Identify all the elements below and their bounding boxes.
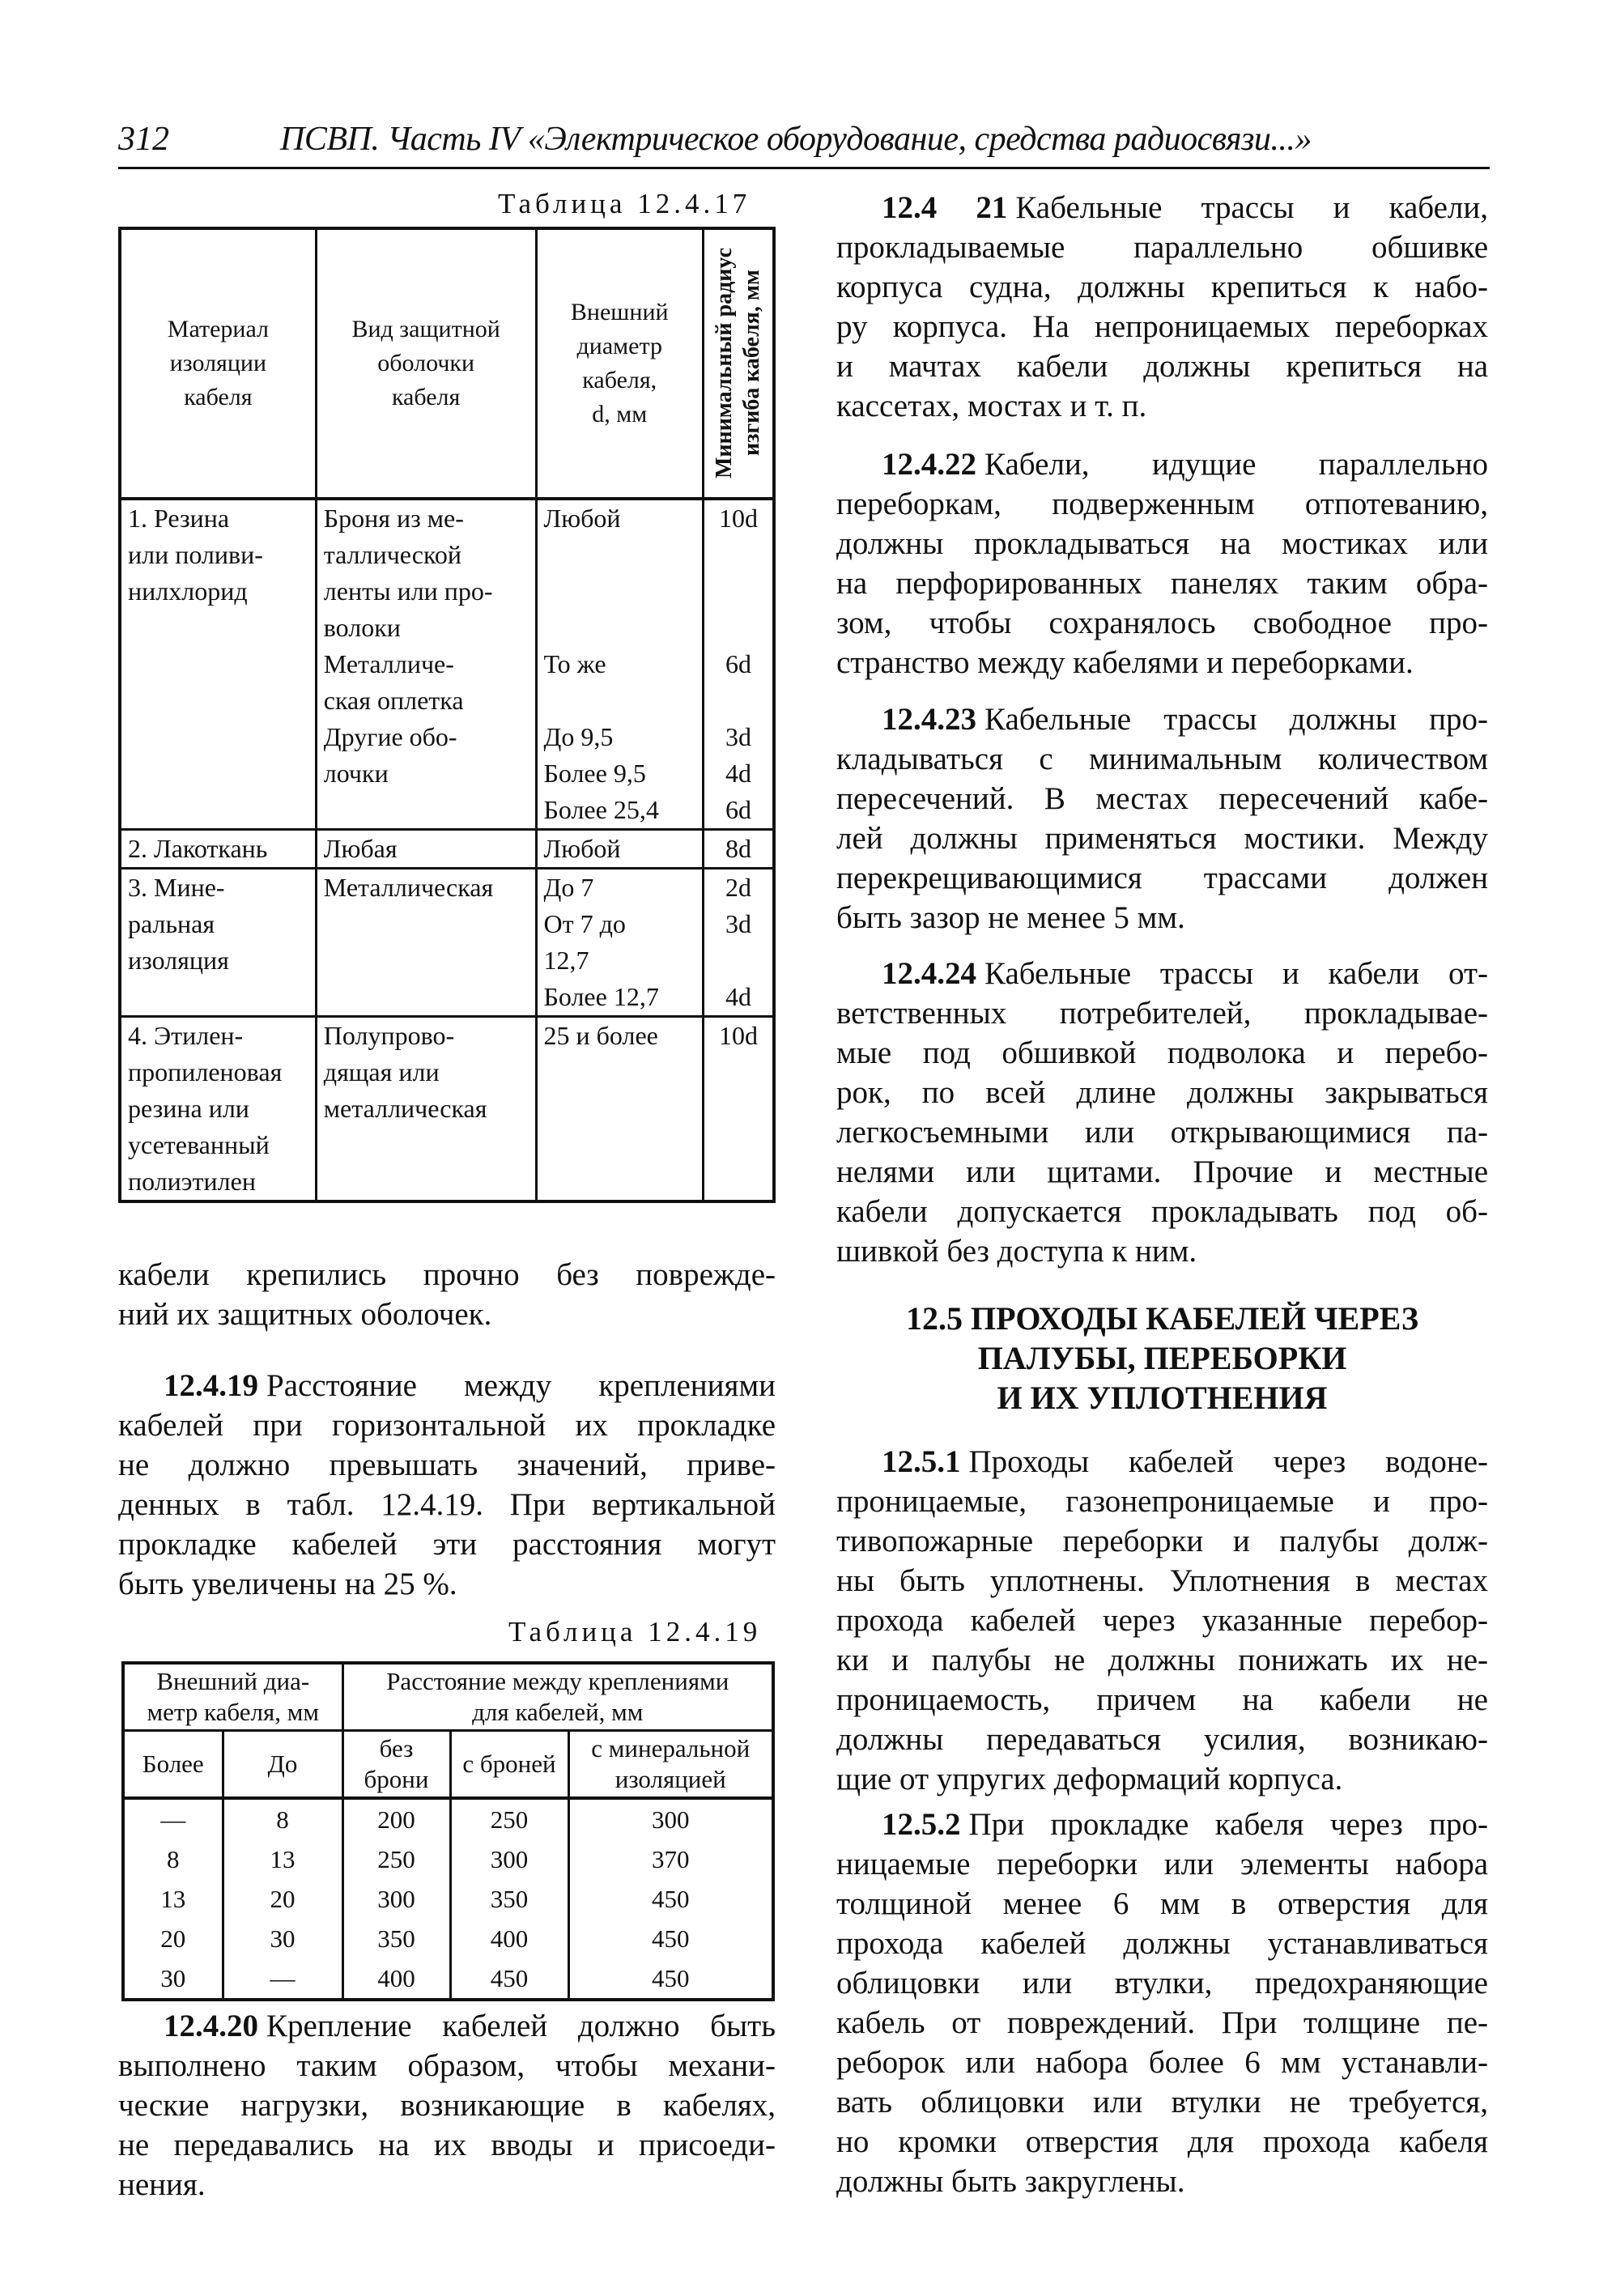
column-header: Вид защитной оболочки кабеля bbox=[316, 228, 536, 499]
cell-bend-radius: 4d bbox=[703, 979, 774, 1017]
paragraph-12-4-21 bbox=[836, 188, 1488, 426]
text-line-content: Кабельные трассы и кабели от- bbox=[984, 956, 1488, 991]
table-cell: 30 bbox=[123, 1958, 223, 2000]
table-cell: 450 bbox=[568, 1958, 773, 2000]
text-line bbox=[836, 1442, 1488, 1482]
text-line: кабелей при горизонтальной их прокладке bbox=[118, 1408, 776, 1443]
cell-bend-radius: 3d bbox=[703, 906, 774, 979]
cell-sheath: Металличе- ская оплетка bbox=[316, 646, 536, 719]
cell-bend-radius: 6d bbox=[703, 646, 774, 719]
column-header: с броней bbox=[450, 1731, 568, 1799]
cell-diameter: Более 25,4 bbox=[536, 792, 703, 830]
table-row bbox=[123, 1919, 773, 1958]
paragraph-number: 12.5.2 bbox=[882, 1807, 961, 1842]
cell-material: 4. Этилен- пропиленовая резина или усетеванный полиэтилен bbox=[120, 1017, 316, 1202]
paragraph-continuation bbox=[118, 1255, 776, 1334]
table-cell: 8 bbox=[223, 1798, 342, 1839]
text-line: кабели крепились прочно без поврежде- bbox=[118, 1257, 776, 1292]
cell-diameter: От 7 до 12,7 bbox=[536, 906, 703, 979]
text-line bbox=[118, 2006, 776, 2046]
paragraph-12-4-22 bbox=[836, 444, 1488, 682]
text-line: выполнено таким образом, чтобы механи- bbox=[118, 2048, 776, 2083]
table-cell: 13 bbox=[123, 1879, 223, 1919]
column-header: Внешний диа- метр кабеля, мм bbox=[123, 1663, 342, 1731]
table-cell: 300 bbox=[568, 1798, 773, 1839]
text-line: денных в табл. 12.4.19. При вертикальной bbox=[118, 1487, 776, 1522]
cell-bend-radius: 6d bbox=[703, 792, 774, 830]
text-line: на перфорированных панелях таким обра- bbox=[836, 566, 1488, 601]
paragraph-number: 12.4.23 bbox=[882, 702, 976, 737]
text-line-content: Крепление кабелей должно быть bbox=[266, 2009, 776, 2043]
cell-diameter: Любой bbox=[536, 499, 703, 646]
table-cell: 350 bbox=[450, 1879, 568, 1919]
text-line: кассетах, мостах и т. п. bbox=[836, 389, 1147, 423]
cell-diameter: Любой bbox=[536, 830, 703, 869]
text-line: кладываться с минимальным количеством bbox=[836, 742, 1488, 776]
table-cell: 250 bbox=[450, 1798, 568, 1839]
cell-bend-radius: 4d bbox=[703, 755, 774, 792]
text-line: должны передаваться усилия, возникаю- bbox=[836, 1722, 1488, 1757]
text-line: нелями или щитами. Прочие и местные bbox=[836, 1154, 1488, 1189]
section-heading-12-5 bbox=[836, 1299, 1488, 1418]
paragraph-12-4-23 bbox=[836, 699, 1488, 938]
text-line: должны прокладываться на мостиках или bbox=[836, 526, 1488, 561]
text-line: толщиной менее 6 мм в отверстия для bbox=[836, 1886, 1488, 1921]
text-line: прокладке кабелей эти расстояния могут bbox=[118, 1527, 776, 1562]
table-cell: 20 bbox=[223, 1879, 342, 1919]
paragraph-12-4-19 bbox=[118, 1366, 776, 1604]
column-header: без брони bbox=[342, 1731, 450, 1799]
paragraph-12-5-2 bbox=[836, 1805, 1488, 2201]
cell-bend-radius: 10d bbox=[703, 499, 774, 646]
text-line: 12.5 ПРОХОДЫ КАБЕЛЕЙ ЧЕРЕЗ bbox=[906, 1300, 1418, 1337]
cell-material: 3. Мине- ральная изоляция bbox=[120, 869, 316, 1017]
text-line: корпуса судна, должны крепиться к набо- bbox=[836, 270, 1488, 304]
text-line: и мачтах кабели должны крепиться на bbox=[836, 349, 1488, 384]
text-line: ветственных потребителей, прокладывае- bbox=[836, 996, 1488, 1031]
table-cell: 450 bbox=[568, 1919, 773, 1958]
text-line bbox=[118, 1366, 776, 1405]
text-line: зом, чтобы сохранялось свободное про- bbox=[836, 606, 1488, 640]
cell-diameter: Более 12,7 bbox=[536, 979, 703, 1017]
cell-diameter: Более 9,5 bbox=[536, 755, 703, 792]
cell-bend-radius: 10d bbox=[703, 1017, 774, 1202]
table-cell: 400 bbox=[450, 1919, 568, 1958]
column-header: Внешний диаметр кабеля, d, мм bbox=[536, 228, 703, 499]
paragraph-12-4-24 bbox=[836, 954, 1488, 1271]
text-line: странство между кабелями и переборками. bbox=[836, 645, 1414, 680]
paragraph-number: 12.4.19 bbox=[164, 1368, 258, 1403]
text-line bbox=[836, 1805, 1488, 1844]
paragraph-12-5-1 bbox=[836, 1442, 1488, 1799]
column-header: До bbox=[223, 1731, 342, 1799]
text-line-content: Кабельные трассы должны про- bbox=[984, 702, 1488, 737]
running-header bbox=[118, 120, 1490, 169]
text-line bbox=[836, 699, 1488, 739]
text-line-content: Расстояние между креплениями bbox=[266, 1368, 776, 1403]
text-line: ру корпуса. На непроницаемых переборках bbox=[836, 309, 1488, 344]
column-header: с минеральной изоляцией bbox=[568, 1731, 773, 1799]
cell-sheath: Броня из ме- таллической ленты или про- волоки bbox=[316, 499, 536, 646]
paragraph-number: 12.4 21 bbox=[882, 190, 1008, 225]
table-cell: 400 bbox=[342, 1958, 450, 2000]
paragraph-number: 12.5.1 bbox=[882, 1444, 961, 1479]
text-line: облицовки или втулки, предохраняющие bbox=[836, 1966, 1488, 2000]
table-12-4-19 bbox=[121, 1661, 775, 2001]
text-line: быть зазор не менее 5 мм. bbox=[836, 900, 1185, 935]
text-line: но кромки отверстия для прохода кабеля bbox=[836, 2124, 1488, 2159]
text-line bbox=[836, 188, 1488, 227]
table-cell: 13 bbox=[223, 1839, 342, 1879]
text-line: перекрещивающимися трассами должен bbox=[836, 861, 1488, 895]
table-cell: 8 bbox=[123, 1839, 223, 1879]
text-line: ПАЛУБЫ, ПЕРЕБОРКИ bbox=[977, 1340, 1347, 1376]
text-line: ческие нагрузки, возникающие в кабелях, bbox=[118, 2088, 776, 2123]
paragraph-number: 12.4.24 bbox=[882, 956, 976, 991]
text-line: тивопожарные переборки и палубы долж- bbox=[836, 1524, 1488, 1558]
table-row bbox=[120, 1017, 774, 1202]
paragraph-number: 12.4.20 bbox=[164, 2009, 258, 2043]
text-line bbox=[836, 954, 1488, 993]
text-line-content: Проходы кабелей через водоне- bbox=[968, 1444, 1488, 1479]
table-row bbox=[120, 869, 774, 907]
cell-diameter: До 7 bbox=[536, 869, 703, 907]
text-line: прокладываемые параллельно обшивке bbox=[836, 230, 1488, 265]
text-line-content: При прокладке кабеля через про- bbox=[968, 1807, 1488, 1842]
text-line: И ИХ УПЛОТНЕНИЯ bbox=[997, 1380, 1328, 1416]
text-line: переборкам, подверженным отпотеванию, bbox=[836, 487, 1488, 521]
cell-sheath: Металлическая bbox=[316, 869, 536, 1017]
cell-material: 2. Лакоткань bbox=[120, 830, 316, 869]
text-line: не должно превышать значений, приве- bbox=[118, 1448, 776, 1482]
cell-diameter: То же bbox=[536, 646, 703, 719]
table-row bbox=[123, 1839, 773, 1879]
paragraph-12-4-20 bbox=[118, 2006, 776, 2205]
text-line: шивкой без доступа к ним. bbox=[836, 1234, 1197, 1269]
text-line: легкосъемными или открывающимися па- bbox=[836, 1115, 1488, 1150]
table-cell: 300 bbox=[342, 1879, 450, 1919]
text-line: быть увеличены на 25 %. bbox=[118, 1567, 457, 1601]
rotated-header-text: Минимальный радиус изгиба кабеля, мм bbox=[711, 248, 764, 479]
column-header: Более bbox=[123, 1731, 223, 1799]
cell-diameter: До 9,5 bbox=[536, 719, 703, 755]
column-header: Материал изоляции кабеля bbox=[120, 228, 316, 499]
cell-sheath: Любая bbox=[316, 830, 536, 869]
cell-bend-radius: 3d bbox=[703, 719, 774, 755]
table-cell: 450 bbox=[450, 1958, 568, 2000]
text-line: проницаемость, причем на кабели не bbox=[836, 1682, 1488, 1717]
text-line: прохода кабелей должны устанавливаться bbox=[836, 1926, 1488, 1961]
text-line: проницаемые, газонепроницаемые и про- bbox=[836, 1484, 1488, 1519]
table-12-4-17 bbox=[118, 227, 776, 1203]
text-line: кабель от повреждений. При толщине пе- bbox=[836, 2005, 1488, 2040]
text-line: кабели допускается прокладывать под об- bbox=[836, 1194, 1488, 1229]
cell-diameter: 25 и более bbox=[536, 1017, 703, 1202]
running-title: ПСВП. Часть IV «Электрическое оборудование, средства радиосвязи...» bbox=[280, 121, 1312, 158]
text-line-content: Кабельные трассы и кабели, bbox=[1015, 190, 1488, 225]
text-line: ницаемые переборки или элементы набора bbox=[836, 1847, 1488, 1881]
text-line: вать облицовки или втулки не требуется, bbox=[836, 2085, 1488, 2120]
cell-material: 1. Резина или поливи- нилхлорид bbox=[120, 499, 316, 830]
text-line: прохода кабелей через указанные перебор- bbox=[836, 1603, 1488, 1638]
text-line: нения. bbox=[118, 2167, 206, 2202]
table-cell: 450 bbox=[568, 1879, 773, 1919]
table-cell: — bbox=[123, 1798, 223, 1839]
text-line: реборок или набора более 6 мм устанавли- bbox=[836, 2045, 1488, 2080]
page-number: 312 bbox=[118, 121, 169, 158]
table-cell: 200 bbox=[342, 1798, 450, 1839]
paragraph-number: 12.4.22 bbox=[882, 447, 976, 482]
text-line: щие от упругих деформаций корпуса. bbox=[836, 1762, 1343, 1796]
table-cell: 350 bbox=[342, 1919, 450, 1958]
table-caption-12-4-17: Таблица 12.4.17 bbox=[498, 188, 751, 219]
table-row bbox=[123, 1958, 773, 2000]
text-line: лей должны применяться мостики. Между bbox=[836, 821, 1488, 856]
table-row bbox=[120, 830, 774, 869]
table-caption-12-4-19: Таблица 12.4.19 bbox=[508, 1616, 762, 1648]
text-line: должны быть закруглены. bbox=[836, 2164, 1185, 2199]
table-cell: — bbox=[223, 1958, 342, 2000]
text-line: ны быть уплотнены. Уплотнения в местах bbox=[836, 1563, 1488, 1598]
column-header: Расстояние между креплениями для кабелей, мм bbox=[342, 1663, 773, 1731]
table-cell: 250 bbox=[342, 1839, 450, 1879]
cell-bend-radius: 8d bbox=[703, 830, 774, 869]
table-row bbox=[120, 499, 774, 646]
table-cell: 30 bbox=[223, 1919, 342, 1958]
text-line: не передавались на их вводы и присоеди- bbox=[118, 2128, 776, 2162]
table-cell: 300 bbox=[450, 1839, 568, 1879]
text-line bbox=[836, 444, 1488, 484]
cell-bend-radius: 2d bbox=[703, 869, 774, 907]
table-cell: 370 bbox=[568, 1839, 773, 1879]
text-line: рок, по всей длине должны закрываться bbox=[836, 1075, 1488, 1110]
text-line: пересечений. В местах пересечений кабе- bbox=[836, 781, 1488, 816]
text-line-content: Кабели, идущие параллельно bbox=[984, 447, 1488, 482]
table-row bbox=[123, 1879, 773, 1919]
table-row bbox=[123, 1798, 773, 1839]
text-line: мые под обшивкой подволока и перебо- bbox=[836, 1035, 1488, 1070]
text-line: ний их защитных оболочек. bbox=[118, 1297, 492, 1332]
cell-sheath: Полупрово- дящая или металлическая bbox=[316, 1017, 536, 1202]
column-header bbox=[703, 228, 774, 499]
text-line: ки и палубы не должны понижать их не- bbox=[836, 1643, 1488, 1677]
cell-sheath: Другие обо- лочки bbox=[316, 719, 536, 830]
table-cell: 20 bbox=[123, 1919, 223, 1958]
